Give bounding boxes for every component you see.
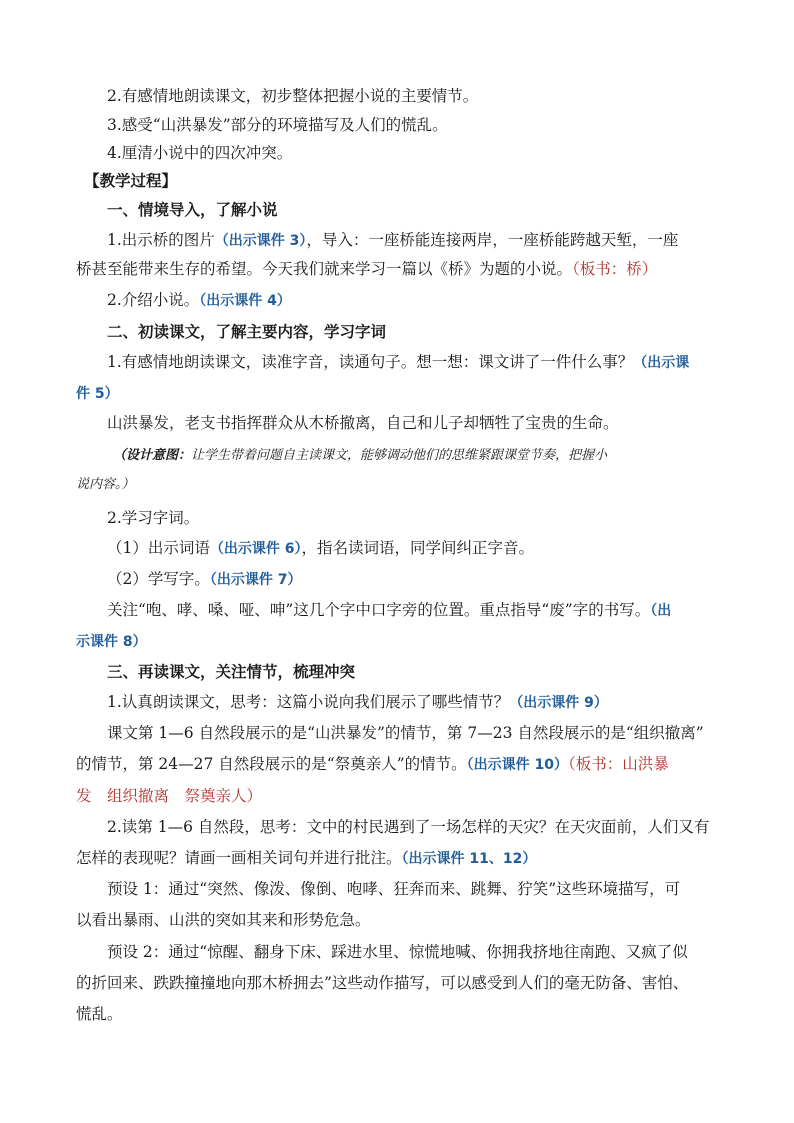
objective-3: 3.感受“山洪暴发”部分的环境描写及人们的慌乱。 xyxy=(107,116,448,134)
courseware-ref: （出 xyxy=(650,603,672,619)
paragraph: 预设 1：通过“突然、像泼、像倒、咆哮、狂奔而来、跳舞、狞笑”这些环境描写，可 xyxy=(107,880,681,898)
paragraph: 的折回来、跌跌撞撞地向那木桥拥去”这些动作描写，可以感受到人们的毫无防备、害怕、 xyxy=(76,974,689,992)
courseware-ref: （出示课件 10） xyxy=(466,757,569,773)
paragraph: 2.读第 1—6 自然段，思考：文中的村民遇到了一场怎样的天灾？在天灾面前，人们又有 xyxy=(107,818,710,836)
step-2-heading: 二、初读课文，了解主要内容，学习字词 xyxy=(107,322,387,341)
courseware-ref: （出示课件 3） xyxy=(214,233,307,249)
courseware-ref: 件 5） xyxy=(76,386,119,402)
objective-4: 4.厘清小说中的四次冲突。 xyxy=(107,144,293,162)
paragraph: 关注“咆、哮、嗓、哑、呻”这几个字中口字旁的位置。重点指导“废”字的书写。（出 xyxy=(107,601,672,619)
courseware-ref: （出示课件 11、12） xyxy=(401,851,537,867)
paragraph: （1）出示词语（出示课件 6），指名读词语，同学间纠正字音。 xyxy=(107,539,535,557)
objective-2: 2.有感情地朗读课文，初步整体把握小说的主要情节。 xyxy=(107,87,479,105)
paragraph: 桥甚至能带来生存的希望。今天我们就来学习一篇以《桥》为题的小说。（板书：桥） xyxy=(76,260,658,278)
paragraph: 的情节，第 24—27 自然段展示的是“祭奠亲人”的情节。（出示课件 10）（板书：山洪暴 xyxy=(76,755,669,773)
paragraph: 山洪暴发，老支书指挥群众从木桥撤离，自己和儿子却牺牲了宝贵的生命。 xyxy=(107,414,619,432)
courseware-ref: 示课件 8） xyxy=(76,634,147,650)
courseware-ref: （出示课件 9） xyxy=(509,695,608,711)
paragraph: 1.有感情地朗读课文，读准字音，读通句子。想一想：课文讲了一件什么事？（出示课 xyxy=(107,353,690,371)
blackboard-note: 发 组织撤离 祭奠亲人） xyxy=(76,787,263,805)
paragraph: 慌乱。 xyxy=(76,1005,123,1023)
paragraph: 2.学习字词。 xyxy=(107,509,200,527)
step-1-heading: 一、情境导入，了解小说 xyxy=(107,200,278,219)
design-note: （设计意图：让学生带着问题自主读课文，能够调动他们的思维紧跟课堂节奏，把握小 xyxy=(113,448,608,463)
courseware-ref: （出示课件 7） xyxy=(209,572,302,588)
paragraph xyxy=(76,383,726,404)
paragraph xyxy=(76,786,726,806)
courseware-ref: （出示课 xyxy=(633,355,690,371)
section-heading: 【教学过程】 xyxy=(84,171,178,190)
courseware-ref: （出示课件 4） xyxy=(199,293,291,309)
design-note: 说内容。） xyxy=(76,477,135,492)
paragraph: 1.认真朗读课文，思考：这篇小说向我们展示了哪些情节？（出示课件 9） xyxy=(107,693,608,711)
step-3-heading: 三、再读课文，关注情节，梳理冲突 xyxy=(107,662,356,681)
blackboard-note: （板书：桥） xyxy=(572,260,658,278)
paragraph: 以看出暴雨、山洪的突如其来和形势危急。 xyxy=(76,911,371,929)
paragraph: 怎样的表现呢？请画一画相关词句并进行批注。（出示课件 11、12） xyxy=(76,849,537,867)
paragraph: 课文第 1—6 自然段展示的是“山洪暴发”的情节，第 7—23 自然段展示的是“组织撤离” xyxy=(107,724,704,742)
courseware-ref: （出示课件 6） xyxy=(209,541,302,557)
paragraph: 1.出示桥的图片（出示课件 3），导入：一座桥能连接两岸，一座桥能跨越天堑，一座 xyxy=(107,231,679,249)
paragraph xyxy=(76,631,726,652)
paragraph: （2）学写字。（出示课件 7） xyxy=(107,570,302,588)
paragraph: 2.介绍小说。（出示课件 4） xyxy=(107,291,291,309)
paragraph: 预设 2：通过“惊醒、翻身下床、踩进水里、惊慌地喊、你拥我挤地往南跑、又疯了似 xyxy=(107,943,688,961)
blackboard-note: （板书：山洪暴 xyxy=(568,755,669,773)
